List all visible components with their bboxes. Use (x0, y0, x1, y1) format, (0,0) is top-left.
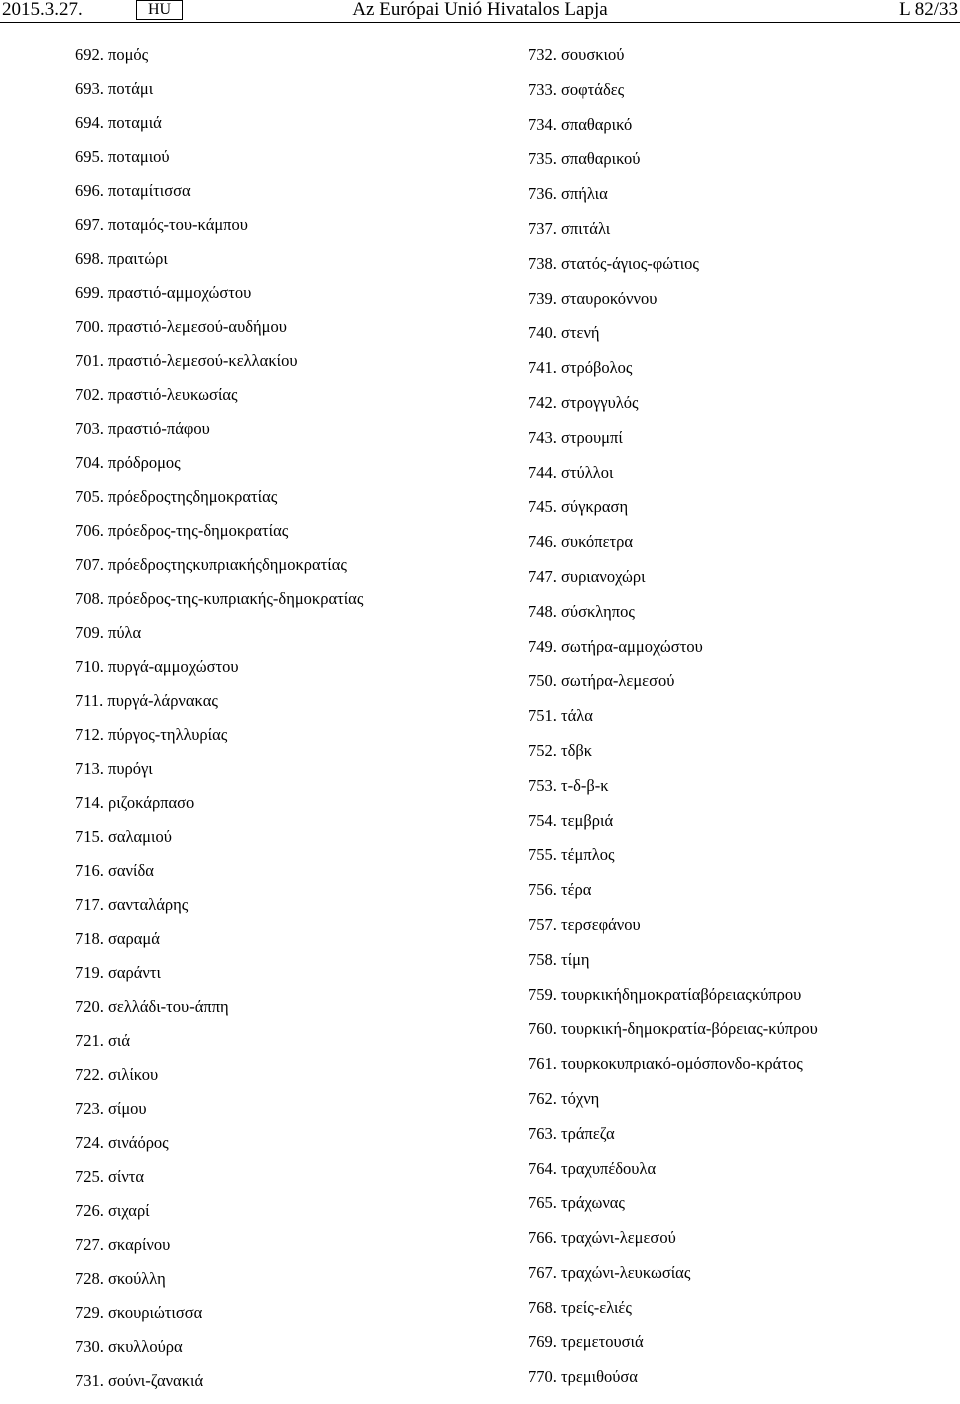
item-number: 765. (528, 1193, 557, 1213)
list-item (528, 636, 818, 671)
item-number: 755. (528, 845, 557, 865)
list-item (528, 740, 818, 775)
place-name: στρόβολος (561, 358, 633, 378)
list-item (75, 1166, 363, 1200)
place-name: πραστιό-λεμεσού-κελλακίου (108, 351, 298, 370)
list-item (75, 1370, 363, 1404)
list-item (528, 496, 818, 531)
place-name: πύλα (108, 623, 142, 642)
item-number: 714. (75, 793, 104, 812)
item-number: 696. (75, 181, 104, 200)
list-item (75, 1098, 363, 1132)
place-name: σωτήρα-αμμοχώστου (561, 636, 703, 656)
place-name: πρόεδροςτηςκυπριακήςδημοκρατίας (108, 555, 347, 574)
item-number: 763. (528, 1123, 557, 1143)
item-number: 742. (528, 392, 557, 412)
place-name: πρόεδρος-της-κυπριακής-δημοκρατίας (108, 589, 364, 608)
item-number: 709. (75, 623, 104, 642)
list-item (528, 566, 818, 601)
item-number: 715. (75, 827, 104, 846)
item-number: 722. (75, 1065, 104, 1084)
list-item (75, 180, 363, 214)
place-name: στρουμπί (561, 427, 623, 447)
item-number: 748. (528, 601, 557, 621)
place-name: ποταμίτισσα (108, 181, 191, 200)
list-item (75, 1200, 363, 1234)
list-item (75, 1132, 363, 1166)
item-number: 768. (528, 1297, 557, 1317)
place-name: τουρκοκυπριακό-ομόσπονδο-κράτος (561, 1054, 803, 1074)
place-name: πομός (108, 45, 149, 64)
place-name: τάλα (561, 706, 593, 726)
place-name: σανίδα (108, 861, 154, 880)
item-number: 712. (75, 725, 104, 744)
place-name: ποταμιού (108, 147, 170, 166)
item-number: 729. (75, 1303, 104, 1322)
item-number: 746. (528, 532, 557, 552)
list-item (75, 486, 363, 520)
list-item (528, 357, 818, 392)
item-number: 758. (528, 949, 557, 969)
item-number: 708. (75, 589, 104, 608)
list-item (528, 1053, 818, 1088)
item-number: 747. (528, 566, 557, 586)
page-header (0, 0, 960, 22)
place-name: ποταμός-του-κάμπου (108, 215, 248, 234)
list-item (528, 1297, 818, 1332)
place-name: πυρόγι (108, 759, 153, 778)
list-item (75, 282, 363, 316)
list-item (528, 1123, 818, 1158)
publication-date: 2015.3.27. (2, 0, 83, 20)
item-number: 749. (528, 636, 557, 656)
list-item (528, 114, 818, 149)
item-number: 700. (75, 317, 104, 336)
item-number: 731. (75, 1371, 104, 1390)
place-name: σουσκιού (561, 45, 625, 64)
list-item (75, 384, 363, 418)
place-name: σύσκληπος (561, 601, 635, 621)
item-number: 723. (75, 1099, 104, 1118)
place-name: πρόδρομος (108, 453, 181, 472)
item-number: 699. (75, 283, 104, 302)
list-item (528, 601, 818, 636)
place-name: τραχυπέδουλα (561, 1158, 657, 1178)
place-name: τουρκική-δημοκρατία-βόρειας-κύπρου (561, 1019, 818, 1039)
list-item (75, 792, 363, 826)
item-number: 753. (528, 775, 557, 795)
place-name: σίμου (108, 1099, 147, 1118)
item-number: 767. (528, 1262, 557, 1282)
item-number: 706. (75, 521, 104, 540)
item-number: 734. (528, 114, 557, 134)
item-number: 727. (75, 1235, 104, 1254)
item-number: 770. (528, 1367, 557, 1387)
list-item (528, 79, 818, 114)
list-item (528, 1227, 818, 1262)
item-number: 738. (528, 253, 557, 273)
list-item (75, 758, 363, 792)
place-name: πραστιό-πάφου (108, 419, 210, 438)
place-name: πραστιό-λεμεσού-αυδήμου (108, 317, 287, 336)
list-item (528, 914, 818, 949)
place-name: τρεμετουσιά (561, 1332, 644, 1352)
page-reference: L 82/33 (899, 0, 958, 20)
item-number: 705. (75, 487, 104, 506)
place-name: σωτήρα-λεμεσού (561, 671, 675, 691)
list-item (528, 148, 818, 183)
place-name: σαλαμιού (108, 827, 172, 846)
list-item (75, 452, 363, 486)
item-number: 754. (528, 810, 557, 830)
place-name: σούνι-ζανακιά (108, 1371, 204, 1390)
list-item (75, 146, 363, 180)
list-item (75, 1030, 363, 1064)
item-number: 736. (528, 184, 557, 204)
list-item (528, 1331, 818, 1366)
place-name: τέρα (561, 880, 592, 900)
item-number: 701. (75, 351, 104, 370)
place-name: σύγκραση (561, 497, 629, 517)
journal-title: Az Európai Unió Hivatalos Lapja (352, 0, 608, 20)
item-number: 698. (75, 249, 104, 268)
item-number: 756. (528, 880, 557, 900)
item-number: 766. (528, 1228, 557, 1248)
place-name: σπαθαρικό (561, 114, 633, 134)
item-number: 760. (528, 1019, 557, 1039)
place-name: συριανοχώρι (561, 566, 646, 586)
item-number: 717. (75, 895, 104, 914)
list-item (75, 826, 363, 860)
list-item (75, 1336, 363, 1370)
place-name: σοφτάδες (561, 79, 625, 99)
list-item (528, 810, 818, 845)
list-item (75, 996, 363, 1030)
item-number: 735. (528, 149, 557, 169)
item-number: 695. (75, 147, 104, 166)
place-name: πύργος-τηλλυρίας (108, 725, 228, 744)
list-item (75, 350, 363, 384)
list-item (75, 554, 363, 588)
item-number: 693. (75, 79, 104, 98)
place-name: τίμη (561, 949, 590, 969)
place-name: τεμβριά (561, 810, 614, 830)
place-name: πρόεδροςτηςδημοκρατίας (108, 487, 278, 506)
list-item (75, 78, 363, 112)
list-item (75, 316, 363, 350)
place-name: τραχώνι-λευκωσίας (561, 1262, 691, 1282)
list-item (528, 879, 818, 914)
list-item (528, 531, 818, 566)
item-number: 759. (528, 984, 557, 1004)
list-item (75, 1064, 363, 1098)
list-item (75, 962, 363, 996)
item-number: 764. (528, 1158, 557, 1178)
place-name: τερσεφάνου (561, 914, 641, 934)
item-number: 716. (75, 861, 104, 880)
place-name: τδβκ (561, 740, 593, 760)
item-number: 721. (75, 1031, 104, 1050)
item-number: 713. (75, 759, 104, 778)
list-item (75, 248, 363, 282)
item-number: 704. (75, 453, 104, 472)
list-item (75, 418, 363, 452)
list-item (528, 1366, 818, 1401)
item-number: 745. (528, 497, 557, 517)
list-item (528, 1088, 818, 1123)
item-number: 702. (75, 385, 104, 404)
place-name: σαράντι (108, 963, 161, 982)
list-item (75, 112, 363, 146)
list-item (528, 775, 818, 810)
item-number: 726. (75, 1201, 104, 1220)
place-name: τράπεζα (561, 1123, 615, 1143)
list-item (75, 622, 363, 656)
place-name: πραιτώρι (108, 249, 168, 268)
item-number: 719. (75, 963, 104, 982)
place-name: σπιτάλι (561, 218, 611, 238)
list-item (528, 1158, 818, 1193)
list-item (528, 949, 818, 984)
place-name: σινάόρος (108, 1133, 169, 1152)
item-number: 737. (528, 218, 557, 238)
list-item (528, 218, 818, 253)
list-item (75, 928, 363, 962)
place-name: πραστιό-αμμοχώστου (108, 283, 252, 302)
item-number: 762. (528, 1088, 557, 1108)
list-item (75, 1268, 363, 1302)
place-name: σανταλάρης (108, 895, 189, 914)
place-name: πυργά-αμμοχώστου (108, 657, 239, 676)
item-number: 757. (528, 914, 557, 934)
place-name: σελλάδι-του-άππη (108, 997, 229, 1016)
list-item (528, 844, 818, 879)
list-item (528, 183, 818, 218)
item-number: 692. (75, 45, 104, 64)
item-number: 739. (528, 288, 557, 308)
place-name: σκυλλούρα (108, 1337, 183, 1356)
item-number: 718. (75, 929, 104, 948)
item-number: 743. (528, 427, 557, 447)
left-column-list (75, 44, 363, 1404)
item-number: 728. (75, 1269, 104, 1288)
list-item (75, 1302, 363, 1336)
right-column-list (528, 44, 818, 1401)
list-item (75, 588, 363, 622)
item-number: 744. (528, 462, 557, 482)
place-name: τέμπλος (561, 845, 615, 865)
item-number: 761. (528, 1054, 557, 1074)
place-name: σπαθαρικού (561, 149, 641, 169)
item-number: 720. (75, 997, 104, 1016)
place-name: πραστιό-λευκωσίας (108, 385, 238, 404)
list-item (528, 253, 818, 288)
place-name: ποταμιά (108, 113, 162, 132)
place-name: σίντα (108, 1167, 145, 1186)
list-item (528, 462, 818, 497)
item-number: 711. (75, 691, 104, 710)
item-number: 707. (75, 555, 104, 574)
item-number: 752. (528, 740, 557, 760)
list-item (528, 670, 818, 705)
place-name: στενή (561, 323, 600, 343)
place-name: τόχνη (561, 1088, 600, 1108)
place-name: τρείς-ελιές (561, 1297, 632, 1317)
list-item (528, 427, 818, 462)
place-name: πρόεδρος-της-δημοκρατίας (108, 521, 289, 540)
item-number: 697. (75, 215, 104, 234)
list-item (75, 44, 363, 78)
place-name: σκαρίνου (108, 1235, 171, 1254)
item-number: 740. (528, 323, 557, 343)
place-name: σπήλια (561, 184, 608, 204)
list-item (75, 214, 363, 248)
header-divider (0, 22, 960, 23)
place-name: στύλλοι (561, 462, 614, 482)
list-item (75, 520, 363, 554)
place-name: σιχαρί (108, 1201, 150, 1220)
list-item (75, 860, 363, 894)
place-name: τρεμιθούσα (561, 1367, 638, 1387)
place-name: συκόπετρα (561, 532, 634, 552)
list-item (528, 322, 818, 357)
item-number: 725. (75, 1167, 104, 1186)
list-item (528, 44, 818, 79)
place-name: στατός-άγιος-φώτιος (561, 253, 699, 273)
item-number: 769. (528, 1332, 557, 1352)
place-name: στρογγυλός (561, 392, 639, 412)
list-item (528, 288, 818, 323)
list-item (528, 392, 818, 427)
item-number: 751. (528, 706, 557, 726)
place-name: τραχώνι-λεμεσού (561, 1228, 676, 1248)
place-name: σιά (108, 1031, 130, 1050)
list-item (75, 656, 363, 690)
place-name: σκούλλη (108, 1269, 166, 1288)
list-item (528, 1262, 818, 1297)
place-name: σαραμά (108, 929, 160, 948)
place-name: τουρκικήδημοκρατίαβόρειαςκύπρου (561, 984, 802, 1004)
item-number: 710. (75, 657, 104, 676)
place-name: σιλίκου (108, 1065, 159, 1084)
list-item (75, 1234, 363, 1268)
list-item (75, 894, 363, 928)
place-name: τ-δ-β-κ (561, 775, 609, 795)
item-number: 732. (528, 45, 557, 64)
list-item (75, 724, 363, 758)
list-item (528, 984, 818, 1019)
list-item (528, 1018, 818, 1053)
place-name: πυργά-λάρνακας (107, 691, 218, 710)
list-item (528, 705, 818, 740)
place-name: σκουριώτισσα (108, 1303, 203, 1322)
list-item (75, 690, 363, 724)
place-name: σταυροκόννου (561, 288, 658, 308)
item-number: 733. (528, 79, 557, 99)
item-number: 703. (75, 419, 104, 438)
item-number: 741. (528, 358, 557, 378)
list-item (528, 1192, 818, 1227)
item-number: 724. (75, 1133, 104, 1152)
item-number: 694. (75, 113, 104, 132)
place-name: ριζοκάρπασο (108, 793, 195, 812)
language-badge: HU (136, 0, 183, 20)
place-name: ποτάμι (108, 79, 154, 98)
item-number: 750. (528, 671, 557, 691)
place-name: τράχωνας (561, 1193, 625, 1213)
item-number: 730. (75, 1337, 104, 1356)
